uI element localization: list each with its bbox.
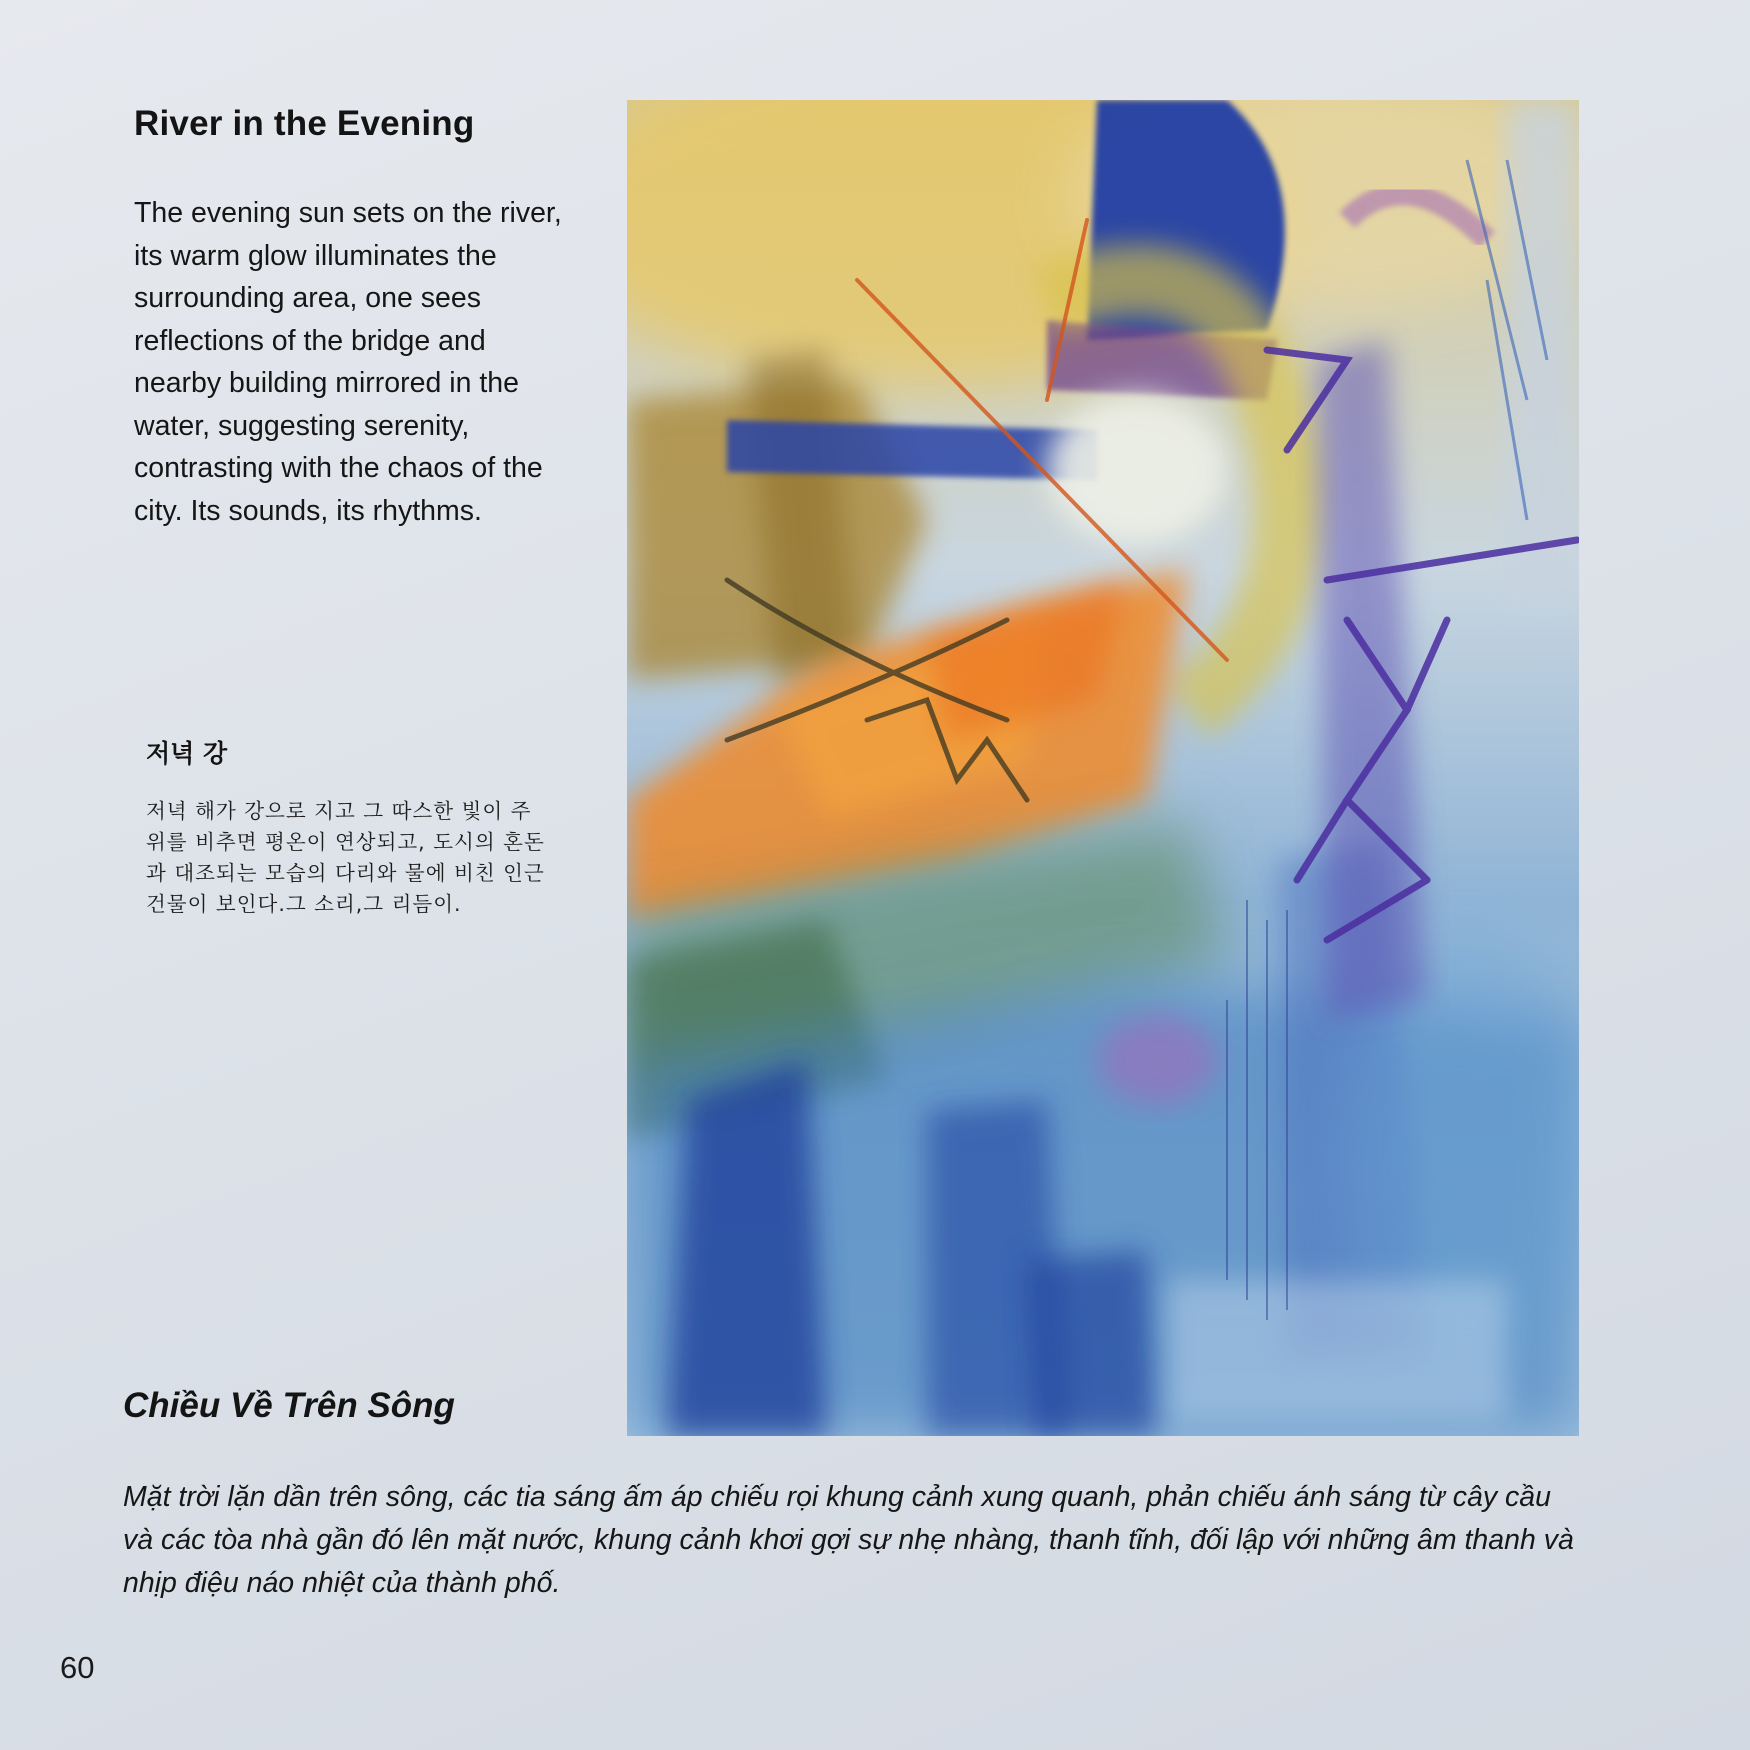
- title-vietnamese: Chiều Về Trên Sông: [123, 1386, 455, 1425]
- description-english: The evening sun sets on the river, its warm glow illuminates the surrounding area, one sees reflections of the bridge and nearby building mirrored in the water, suggesting serenity, contrasting with the chaos of the city. Its sounds, its rhythms.: [134, 197, 562, 527]
- watercolor-painting: [627, 100, 1579, 1436]
- description-vietnamese: Mặt trời lặn dần trên sông, các tia sáng ấm áp chiếu rọi khung cảnh xung quanh, phản chiếu ánh sáng từ cây cầu và các tòa nhà gần đó lên mặt nước, khung cảnh khơi gợi sự nhẹ nhàng, thanh tĩnh, đối lập với những âm thanh và nhịp điệu náo nhiệt của thành phố.: [123, 1481, 1574, 1599]
- page-number: 60: [60, 1650, 95, 1685]
- painting-artwork: [627, 100, 1579, 1436]
- title-korean: 저녁 강: [146, 739, 228, 768]
- title-english: River in the Evening: [134, 104, 475, 143]
- description-korean: 저녁 해가 강으로 지고 그 따스한 빛이 주위를 비추면 평온이 연상되고, 도시의 혼돈과 대조되는 모습의 다리와 물에 비친 인근 건물이 보인다.그 소리,그 리듬이.: [146, 799, 545, 916]
